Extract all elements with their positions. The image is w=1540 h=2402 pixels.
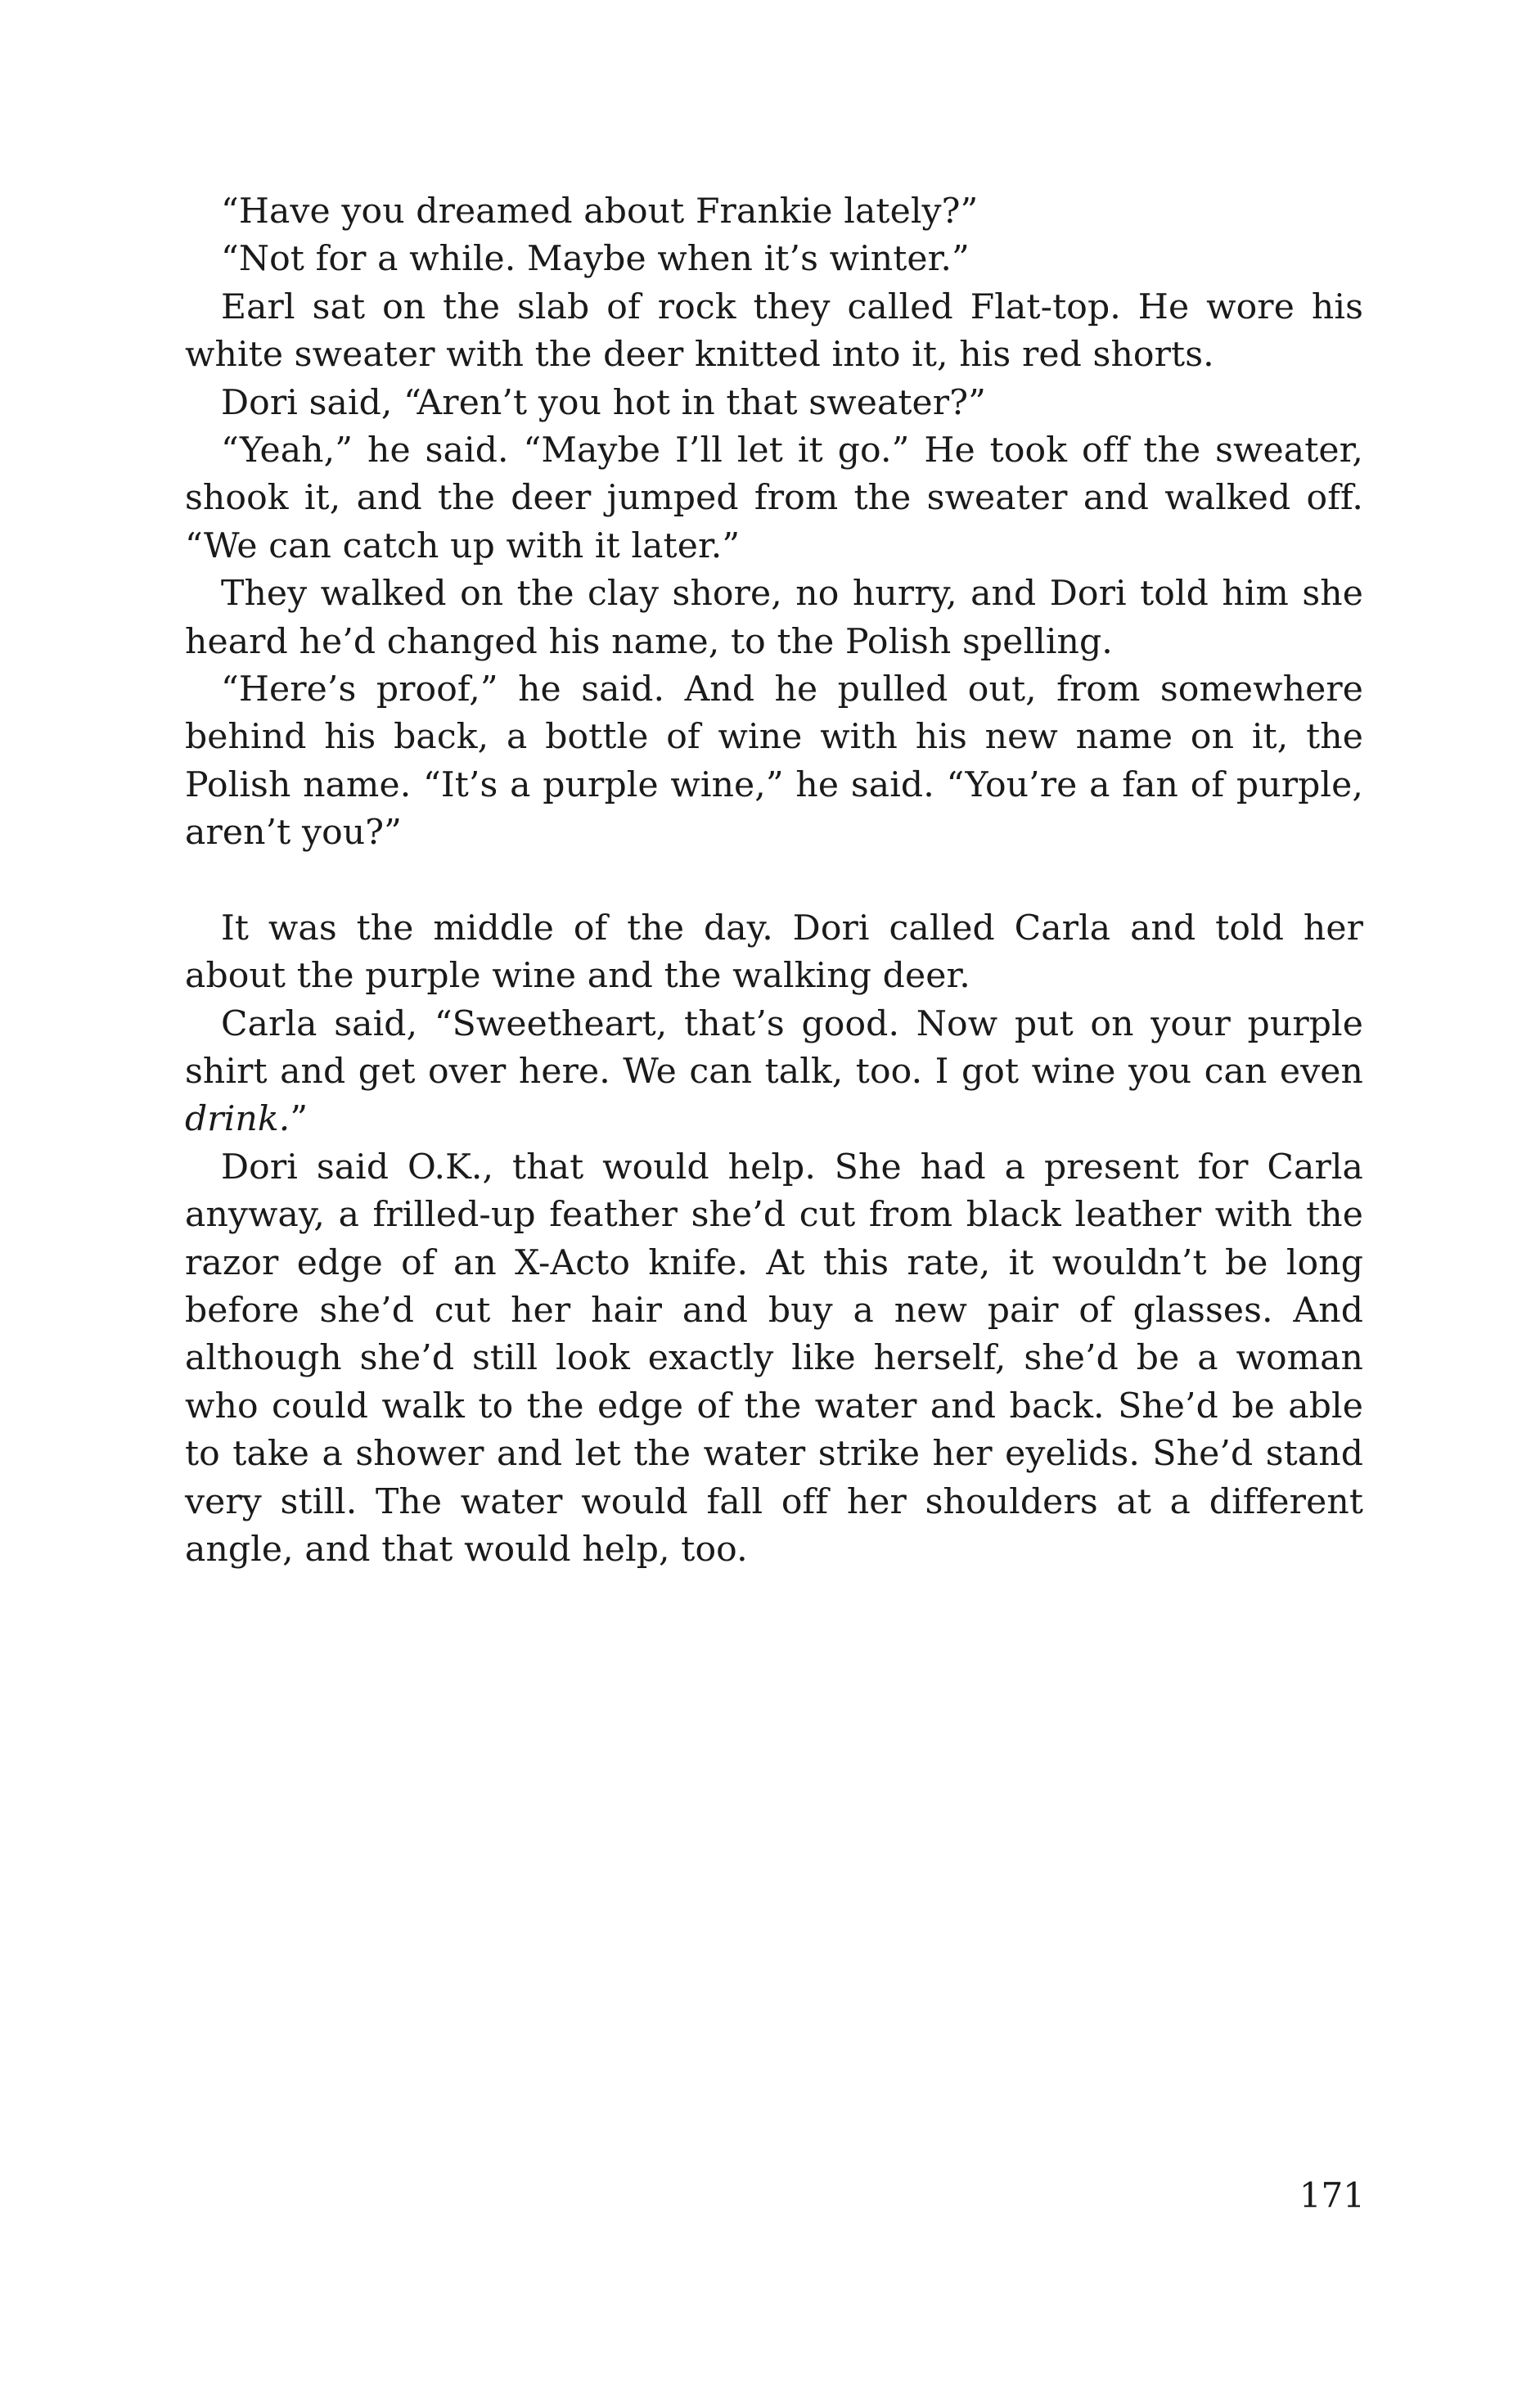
paragraph-text: Carla said, “Sweetheart, that’s good. Now put on your purple shirt and get over here. We can talk, too. I got wine you can even (185, 1003, 1363, 1092)
paragraph: Dori said, “Aren’t you hot in that sweater?” (221, 382, 986, 423)
page-number: 171 (1299, 2175, 1365, 2215)
paragraph: Earl sat on the slab of rock they called Flat-top. He wore his white sweater with the deer knitted into it, his red shorts. (185, 286, 1363, 376)
closing-quote: ” (290, 1099, 308, 1140)
paragraph: They walked on the clay shore, no hurry, and Dori told him she heard he’d changed his name, to the Polish spelling. (185, 574, 1363, 662)
paragraph: “Have you dreamed about Frankie lately?” (221, 192, 979, 232)
emphasized-word: drink. (185, 1099, 290, 1140)
paragraph: “Here’s proof,” he said. And he pulled out, from somewhere behind his back, a bottle of wine with his new name on it, the Polish name. “It’s a purple wine,” he said. “You’re a fan of purple, aren’t you?” (185, 669, 1363, 854)
paragraph: Dori said O.K., that would help. She had a present for Carla anyway, a frilled-up feather she’d cut from black leather with the razor edge of an X-Acto knife. At this rate, it wouldn’t be long before she’d cut her hair and buy a new pair of glasses. And although she’d still look exactly like herself, she’d be a woman who could walk to the edge of the water and back. She’d be able to take a shower and let the water strike her eyelids. She’d stand very still. The water would fall off her shoulders at a different angle, and that would help, too. (185, 1147, 1363, 1570)
paragraph: “Yeah,” he said. “Maybe I’ll let it go.” He took off the sweater, shook it, and the deer jumped from the sweater and walked off. “We can catch up with it later.” (185, 430, 1363, 566)
paragraph: It was the middle of the day. Dori called Carla and told her about the purple wine and the walking deer. (185, 908, 1363, 997)
paragraph: “Not for a while. Maybe when it’s winter.” (221, 239, 970, 280)
body-text (185, 188, 1363, 1574)
section-break (185, 858, 1363, 905)
paragraph (185, 1001, 1363, 1144)
